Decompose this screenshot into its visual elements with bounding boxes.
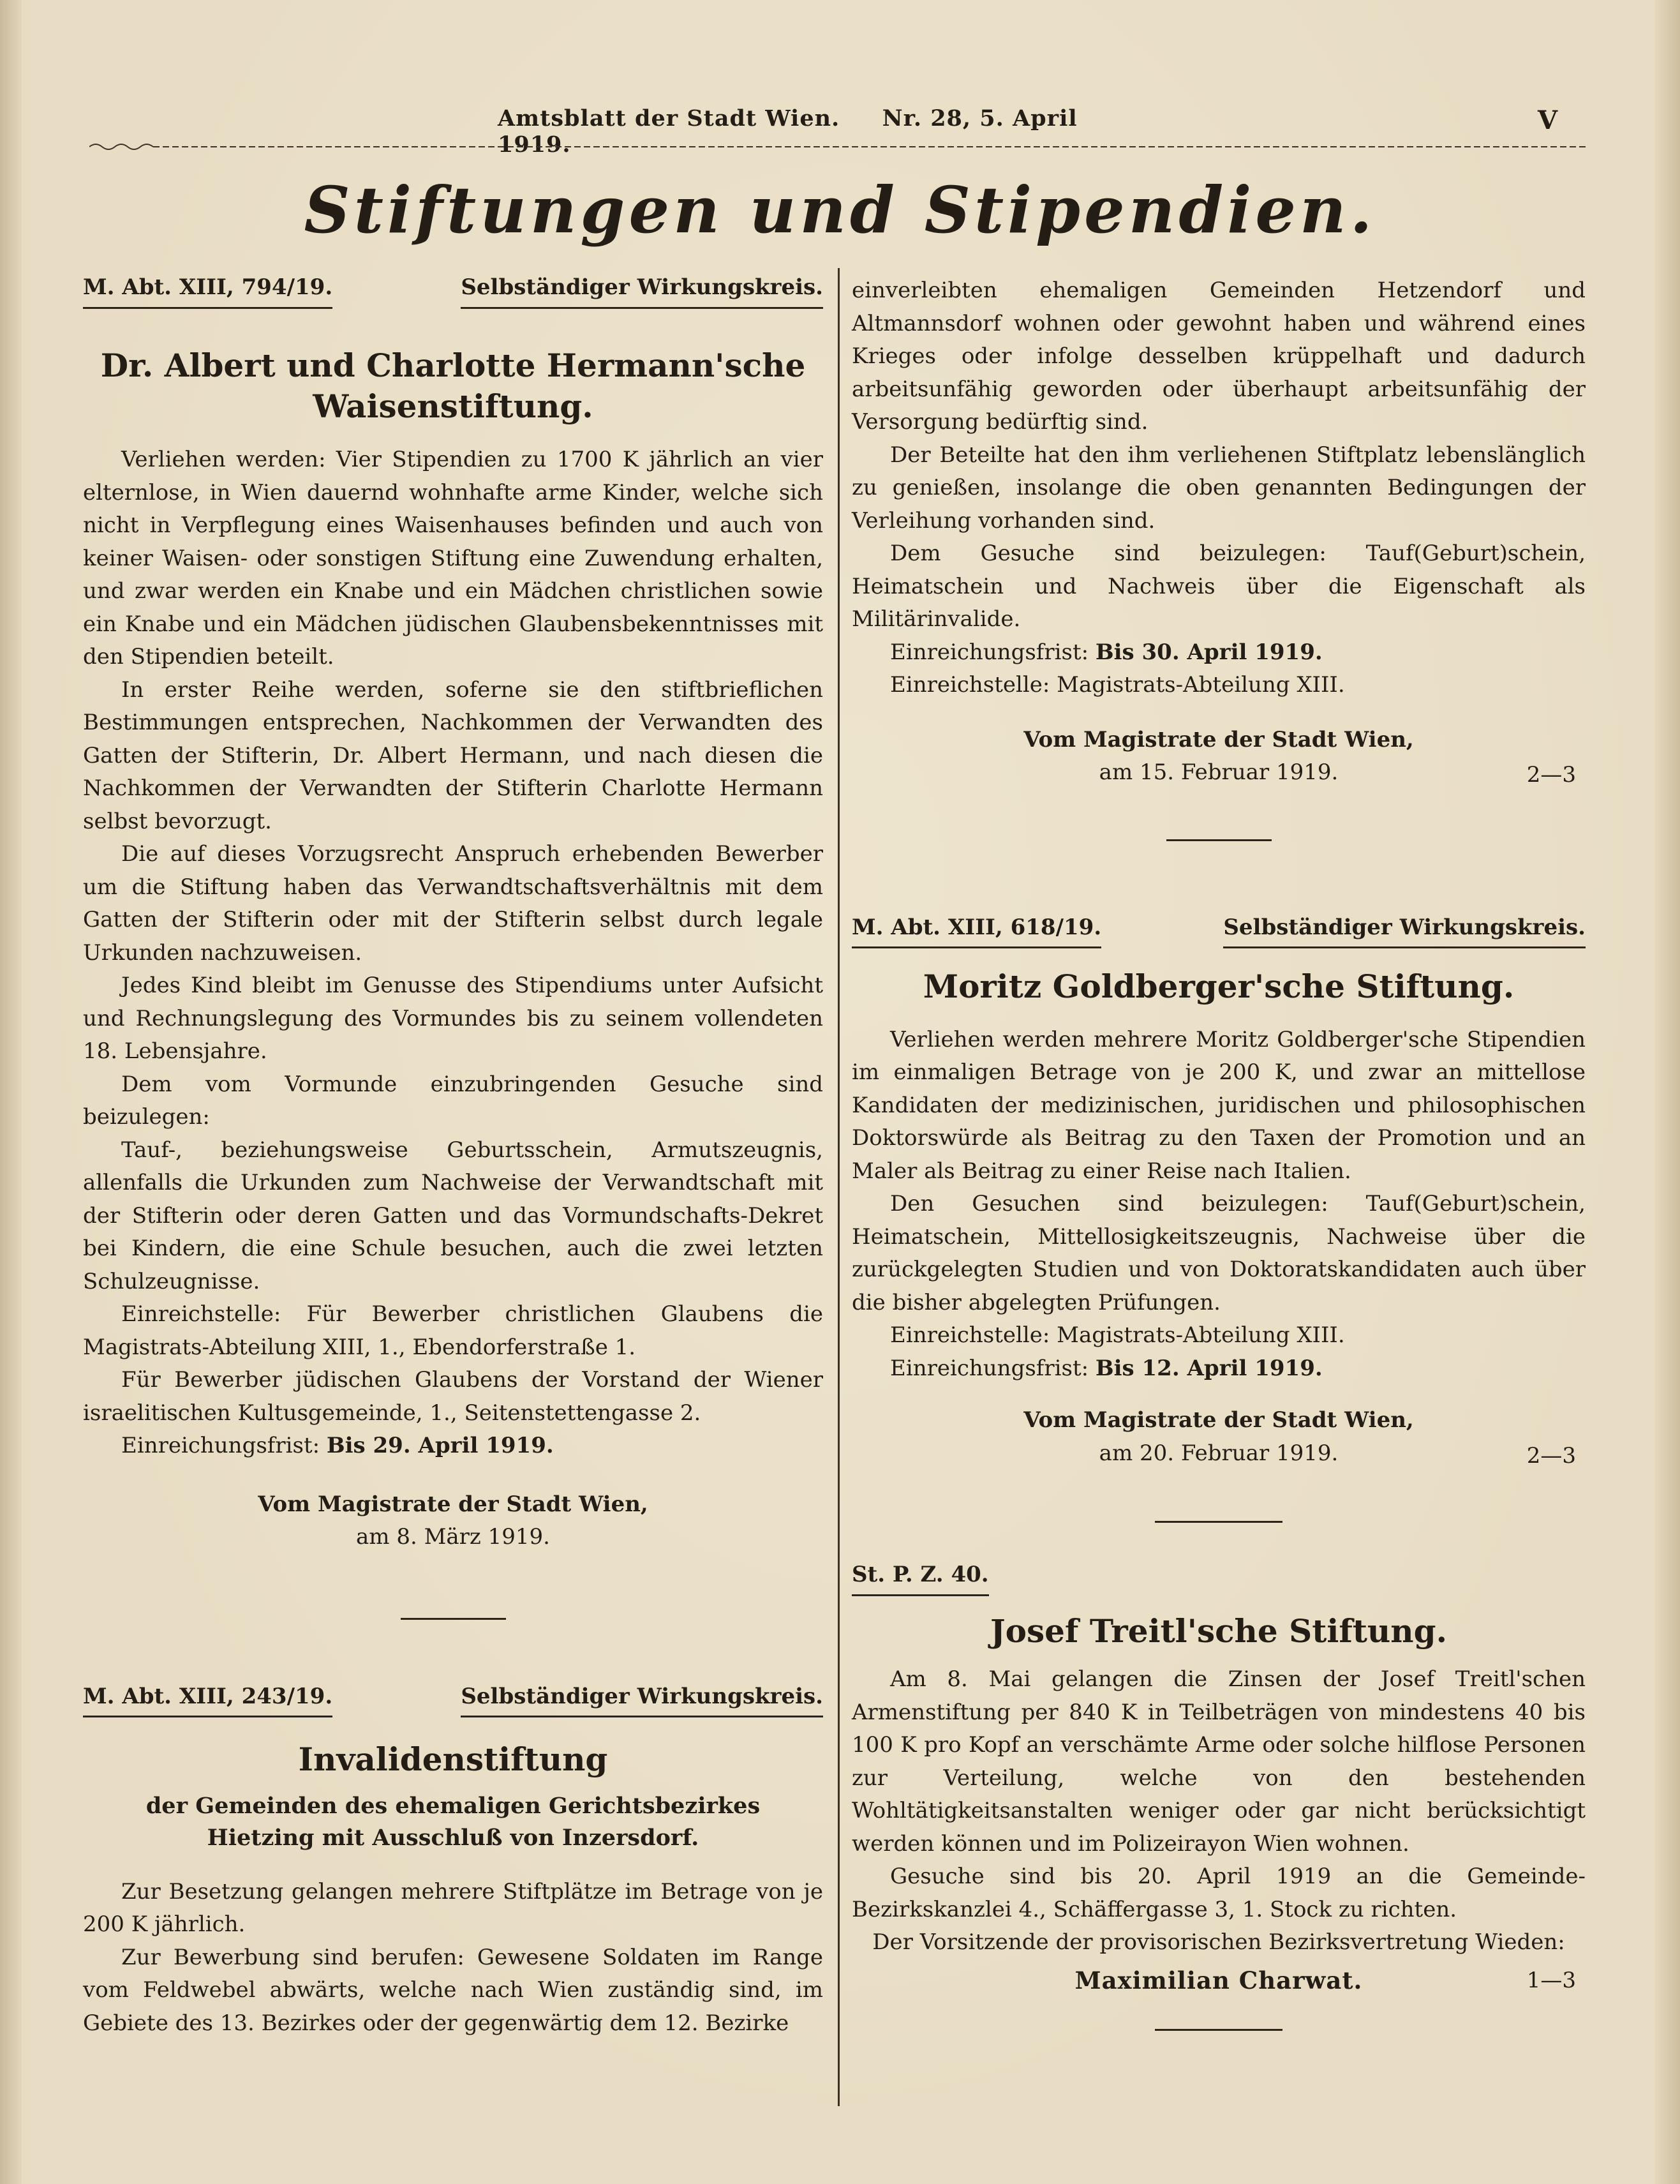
- paragraph: Tauf-, beziehungsweise Geburtsschein, Armutszeugnis, allenfalls die Urkunden zum Nachweise der Verwandtschaft mit der Stifterin oder deren Gatten und das Vormundschafts-Dekret bei Kindern, die eine Schule besuchen, auch die zwei letzten Schulzeugnisse.: [83, 1137, 823, 1294]
- file-reference: St. P. Z. 40.: [852, 1559, 989, 1596]
- deadline-label: Einreichungsfrist:: [890, 639, 1089, 665]
- deadline-label: Einreichungsfrist:: [890, 1355, 1089, 1381]
- paragraph: Verliehen werden: Vier Stipendien zu 1700 K jährlich an vier elternlose, in Wien dauernd wohnhafte arme Kinder, welche sich nicht in Verpflegung eines Waisenhauses befinden und auch von keiner Waisen- oder sonstigen Stiftung eine Zuwendung erhalten, und zwar werden ein Knabe und ein Mädchen christlichen sowie ein Knabe und ein Mädchen jüdischen Glaubensbekenntnisses mit den Stipendien beteilt.: [83, 447, 823, 669]
- signature-date: [83, 1521, 823, 1554]
- notice-title: Invalidenstiftung: [298, 1740, 608, 1778]
- signature-date-text: am 15. Februar 1919.: [1099, 759, 1339, 785]
- deadline-value: Bis 29. April 1919.: [326, 1433, 554, 1458]
- left-column: [83, 271, 823, 2040]
- section-rule: [1166, 839, 1272, 841]
- paragraph: Einreichstelle: Für Bewerber christlichen Glaubens die Magistrats-Abteilung XIII, 1., Ebendorferstraße 1.: [83, 1301, 823, 1360]
- deadline-value: Bis 12. April 1919.: [1095, 1355, 1323, 1381]
- right-column: [852, 274, 1586, 2031]
- notice-header: [852, 1559, 1586, 1594]
- notice-title: Moritz Goldberger'sche Stiftung.: [923, 967, 1515, 1005]
- signer-title: Der Vorsitzende der provisorischen Bezirksvertretung Wieden:: [872, 1929, 1565, 1955]
- column-divider: [838, 268, 840, 2106]
- insertion-code: 1—3: [1526, 1967, 1576, 1993]
- section-rule: [1155, 1521, 1282, 1523]
- publication-name: Amtsblatt der Stadt Wien.: [498, 105, 840, 131]
- notice-title-line: Dr. Albert und Charlotte Hermann'sche: [100, 347, 806, 384]
- insertion-code: 2—3: [1526, 1442, 1576, 1469]
- deadline-line: [852, 636, 1586, 669]
- paragraph: Dem Gesuche sind beizulegen: Tauf(Geburt)schein, Heimatschein und Nachweis über die Eigenschaft als Militärinvalide.: [852, 541, 1586, 632]
- signer-name: Maximilian Charwat.: [1074, 1966, 1363, 1994]
- file-reference: M. Abt. XIII, 618/19.: [852, 911, 1101, 949]
- signature: Vom Magistrate der Stadt Wien,: [1023, 726, 1414, 752]
- section-rule: [1155, 2029, 1282, 2031]
- notice-header: [852, 911, 1586, 947]
- issue-date: Nr. 28, 5. April 1919.: [498, 105, 1078, 158]
- jurisdiction-label: Selbständiger Wirkungskreis.: [1223, 911, 1586, 949]
- section-rule: [401, 1618, 506, 1620]
- signature-date-text: am 20. Februar 1919.: [1099, 1440, 1339, 1466]
- signer-block: [852, 1964, 1586, 1999]
- paragraph: Jedes Kind bleibt im Genusse des Stipendiums unter Aufsicht und Rechnungslegung des Vormundes bis zu seinem vollendeten 18. Lebensjahre.: [83, 973, 823, 1064]
- paragraph: Der Beteilte hat den ihm verliehenen Stiftplatz lebenslänglich zu genießen, insolange die oben genannten Bedingungen der Verleihung vorhanden sind.: [852, 442, 1586, 534]
- paper-edge-right: [1654, 0, 1680, 2184]
- notice-subtitle: der Gemeinden des ehemaligen Gerichtsbezirkes Hietzing mit Ausschluß von Inzersdorf.: [145, 1792, 761, 1851]
- notice-title-line: Waisenstiftung.: [313, 387, 593, 425]
- deadline-value: Bis 30. April 1919.: [1095, 639, 1323, 665]
- file-reference: M. Abt. XIII, 243/19.: [83, 1680, 332, 1718]
- paragraph: Verliehen werden mehrere Moritz Goldberger'sche Stipendien im einmaligen Betrage von je 200 K, und zwar an mittellose Kandidaten der medizinischen, juridischen und philosophischen Doktorswürde als Beitrag zu den Taxen der Promotion und an Maler als Beitrag zu einer Reise nach Italien.: [852, 1026, 1586, 1184]
- paragraph: einverleibten ehemaligen Gemeinden Hetzendorf und Altmannsdorf wohnen oder gewohnt haben und während eines Krieges oder infolge desselben krüppelhaft und dadurch arbeitsunfähig geworden oder überhaupt arbeitsunfähig der Versorgung bedürftig sind.: [852, 278, 1586, 435]
- paragraph: Zur Besetzung gelangen mehrere Stiftplätze im Betrage von je 200 K jährlich.: [83, 1878, 823, 1937]
- insertion-code: 2—3: [1526, 762, 1576, 788]
- notice-title: [83, 345, 823, 427]
- jurisdiction-label: Selbständiger Wirkungskreis.: [461, 1680, 823, 1718]
- deadline-line: [83, 1430, 823, 1463]
- paragraph: Für Bewerber jüdischen Glaubens der Vorstand der Wiener israelitischen Kultusgemeinde, 1., Seitenstettengasse 2.: [83, 1367, 823, 1426]
- signature-date-text: am 8. März 1919.: [356, 1524, 550, 1550]
- office-line: Einreichstelle: Magistrats-Abteilung XIII.: [890, 1322, 1345, 1348]
- signature-date: [852, 756, 1586, 789]
- notice-header: [83, 1680, 823, 1716]
- page-title: Stiftungen und Stipendien.: [304, 172, 1376, 248]
- paragraph: In erster Reihe werden, soferne sie den stiftbrieflichen Bestimmungen entsprechen, Nachkommen der Verwandten des Gatten der Stifterin, Dr. Albert Hermann, und nach diesen die Nachkommen der Verwandten der Stifterin Charlotte Hermann selbst bevorzugt.: [83, 677, 823, 834]
- page-number: V: [1538, 105, 1558, 135]
- jurisdiction-label: Selbständiger Wirkungskreis.: [461, 271, 823, 309]
- signature: Vom Magistrate der Stadt Wien,: [1023, 1407, 1414, 1433]
- notice-header: [83, 271, 823, 307]
- paragraph: Zur Bewerbung sind berufen: Gewesene Soldaten im Range vom Feldwebel abwärts, welche nach Wien zuständig sind, im Gebiete des 13. Bezirkes oder der gegenwärtig dem 12. Bezirke: [83, 1944, 823, 2036]
- paper-edge-left: [0, 0, 22, 2184]
- wavy-rule: [89, 139, 1589, 154]
- signature-date: [852, 1437, 1586, 1470]
- running-head: [498, 105, 1148, 158]
- paragraph: Gesuche sind bis 20. April 1919 an die Gemeinde-Bezirkskanzlei 4., Schäffergasse 3, 1. Stock zu richten.: [852, 1864, 1586, 1922]
- paragraph: Den Gesuchen sind beizulegen: Tauf(Geburt)schein, Heimatschein, Mittellosigkeitszeugnis, Nachweise über die zurückgelegten Studien und von Doktoratskandidaten auch über die bisher abgelegten Prüfungen.: [852, 1191, 1586, 1315]
- office-line: Einreichstelle: Magistrats-Abteilung XIII.: [890, 672, 1345, 698]
- paragraph: Am 8. Mai gelangen die Zinsen der Josef Treitl'schen Armenstiftung per 840 K in Teilbeträgen von mindestens 40 bis 100 K pro Kopf an verschämte Arme oder solche hilflose Personen zur Verteilung, welche von den bestehenden Wohltätigkeitsanstalten weniger oder gar nicht berücksichtigt werden können und im Polizeirayon Wien wohnen.: [852, 1666, 1586, 1857]
- paragraph: Dem vom Vormunde einzubringenden Gesuche sind beizulegen:: [83, 1071, 823, 1130]
- signature: Vom Magistrate der Stadt Wien,: [258, 1491, 648, 1517]
- notice-title: Josef Treitl'sche Stiftung.: [990, 1612, 1448, 1650]
- deadline-line: [852, 1352, 1586, 1386]
- paragraph: Die auf dieses Vorzugsrecht Anspruch erhebenden Bewerber um die Stiftung haben das Verwandtschaftsverhältnis mit dem Gatten der Stifterin oder mit der Stifterin selbst durch legale Urkunden nachzuweisen.: [83, 841, 823, 966]
- deadline-label: Einreichungsfrist:: [121, 1433, 320, 1458]
- file-reference: M. Abt. XIII, 794/19.: [83, 271, 332, 309]
